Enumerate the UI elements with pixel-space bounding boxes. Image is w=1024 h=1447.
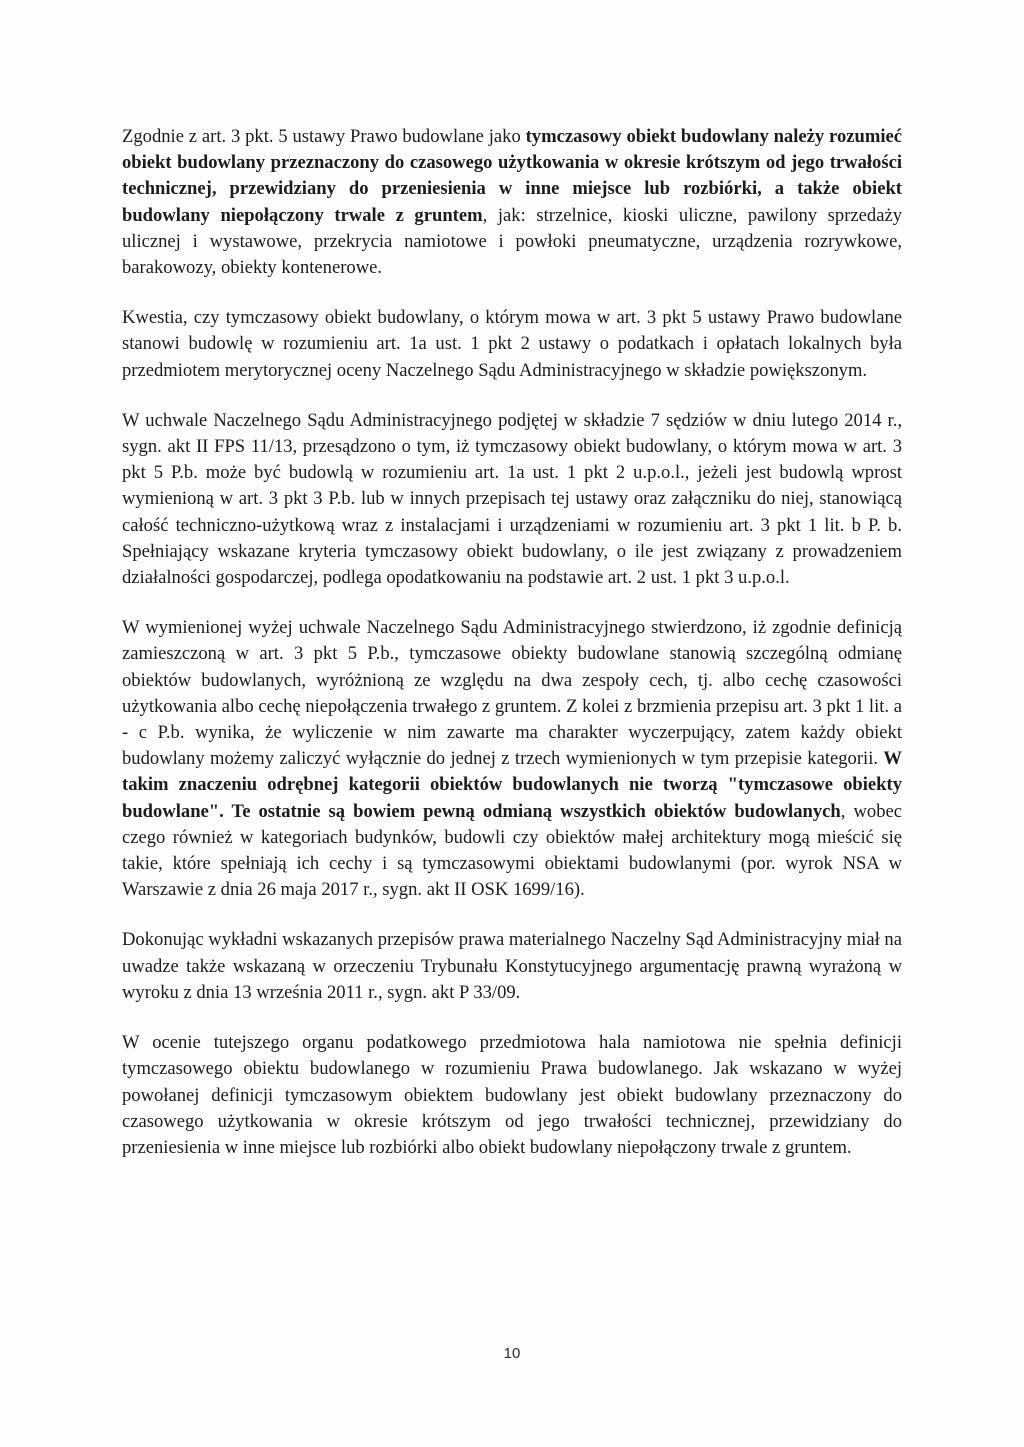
text-segment: Dokonując wykładni wskazanych przepisów prawa materialnego Naczelny Sąd Administracyjny miał na uwadze także wskazaną w orzeczeniu Trybunału Konstytucyjnego argumentację prawną wyrażoną w wyroku z dnia 13 września 2011 r., sygn. akt P 33/09. [122, 929, 902, 1003]
text-segment: W wymienionej wyżej uchwale Naczelnego Sądu Administracyjnego stwierdzono, iż zgodnie definicją zamieszczoną w art. 3 pkt 5 P.b., tymczasowe obiekty budowlane stanowią szczególną odmianę obiektów budowlanych, wyróżnioną ze względu na dwa zespoły cech, tj. albo cechę czasowości użytkowania albo cechę niepołączenia trwałego z gruntem. Z kolei z brzmienia przepisu art. 3 pkt 1 lit. a - c P.b. wynika, że wyliczenie w nim zawarte ma charakter wyczerpujący, zatem każdy obiekt budowlany możemy zaliczyć wyłącznie do jednej z trzech wymienionych w tym przepisie kategorii. [122, 617, 902, 770]
bold-text-segment: W takim znaczeniu odrębnej kategorii obiektów budowlanych nie tworzą "tymczasowe obiekty budowlane". Te ostatnie są bowiem pewną odmianą wszystkich obiektów budowlanych [122, 748, 902, 822]
paragraph-1 [122, 124, 902, 281]
paragraph-4 [122, 615, 902, 903]
page-number: 10 [503, 1345, 521, 1362]
text-segment: W uchwale Naczelnego Sądu Administracyjnego podjętej w składzie 7 sędziów w dniu lutego 2014 r., sygn. akt II FPS 11/13, przesądzono o tym, iż tymczasowy obiekt budowlany, o którym mowa w art. 3 pkt 5 P.b. może być budowlą w rozumieniu art. 1a ust. 1 pkt 2 u.p.o.l., jeżeli jest budowlą wprost wymienioną w art. 3 pkt 3 P.b. lub w innych przepisach tej ustawy oraz załączniku do niej, stanowiącą całość techniczno-użytkową wraz z instalacjami i urządzeniami w rozumieniu art. 3 pkt 1 lit. b P. b. Spełniający wskazane kryteria tymczasowy obiekt budowlany, o ile jest związany z prowadzeniem działalności gospodarczej, podlega opodatkowaniu na podstawie art. 2 ust. 1 pkt 3 u.p.o.l. [122, 409, 902, 589]
paragraph-5 [122, 927, 902, 1006]
paragraph-6 [122, 1030, 902, 1161]
document-body [122, 124, 902, 1185]
text-segment: , wobec czego również w kategoriach budynków, budowli czy obiektów małej architektury mogą mieścić się takie, które spełniają ich cechy i są tymczasowymi obiektami budowlanymi (por. wyrok NSA w Warszawie z dnia 26 maja 2017 r., sygn. akt II OSK 1699/16). [122, 800, 902, 901]
bold-text-segment: tymczasowy obiekt budowlany należy rozumieć obiekt budowlany przeznaczony do czasowego użytkowania w okresie krótszym od jego trwałości technicznej, przewidziany do przeniesienia w inne miejsce lub rozbiórki, a także obiekt budowlany niepołączony trwale z gruntem [122, 126, 902, 226]
text-segment: , jak: strzelnice, kioski uliczne, pawilony sprzedaży ulicznej i wystawowe, przekrycia namiotowe i powłoki pneumatyczne, urządzenia rozrywkowe, barakowozy, obiekty kontenerowe. [122, 204, 903, 279]
text-segment: W ocenie tutejszego organu podatkowego przedmiotowa hala namiotowa nie spełnia definicji tymczasowego obiektu budowlanego w rozumieniu Prawa budowlanego. Jak wskazano w wyżej powołanej definicji tymczasowym obiektem budowlany jest obiekt budowlany przeznaczony do czasowego użytkowania w okresie krótszym od jego trwałości technicznej, przewidziany do przeniesienia w inne miejsce lub rozbiórki albo obiekt budowlany niepołączony trwale z gruntem. [122, 1032, 902, 1158]
paragraph-2 [122, 305, 902, 384]
text-segment: Zgodnie z art. 3 pkt. 5 ustawy Prawo budowlane jako [122, 126, 526, 147]
text-segment: Kwestia, czy tymczasowy obiekt budowlany, o którym mowa w art. 3 pkt 5 ustawy Prawo budowlane stanowi budowlę w rozumieniu art. 1a ust. 1 pkt 2 ustawy o podatkach i opłatach lokalnych była przedmiotem merytorycznej oceny Naczelnego Sądu Administracyjnego w składzie powiększonym. [122, 307, 902, 381]
paragraph-3 [122, 408, 902, 591]
